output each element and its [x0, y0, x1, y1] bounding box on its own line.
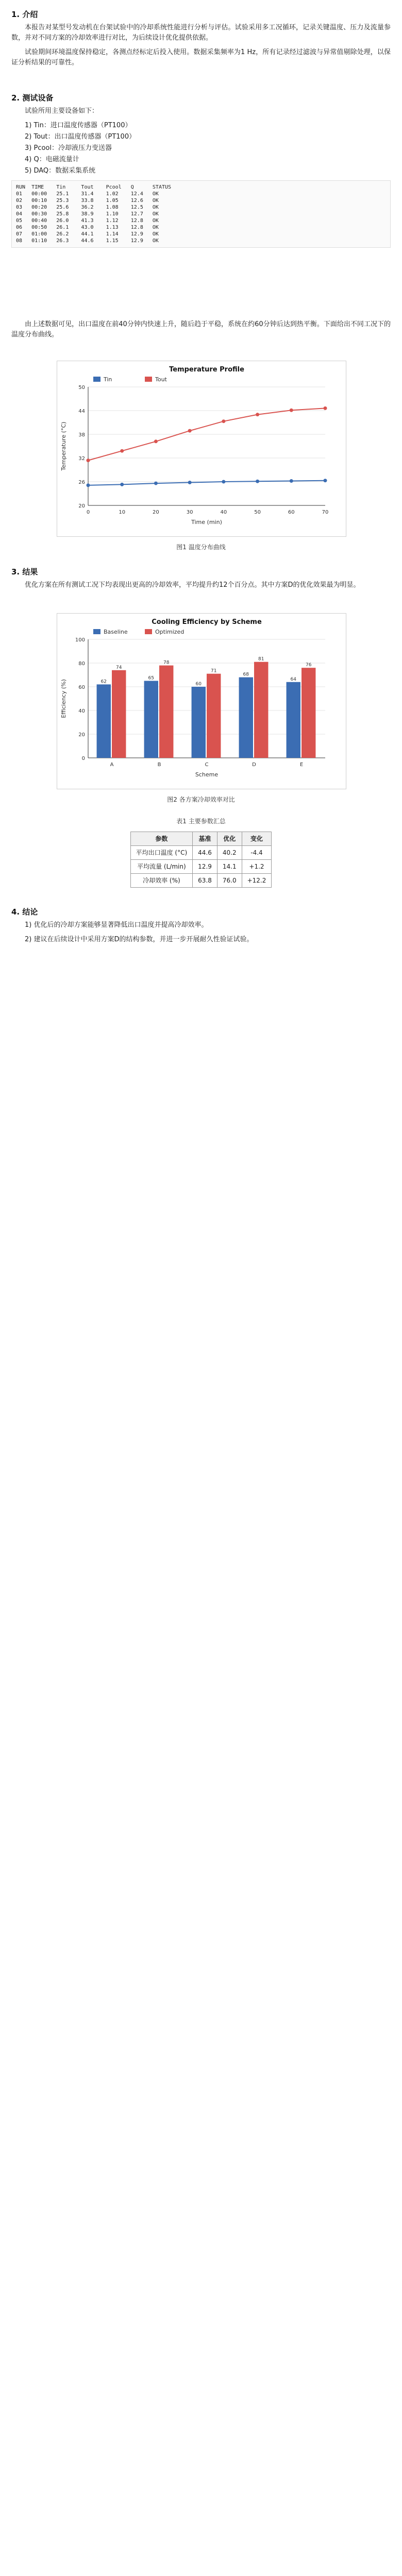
- x-tick-label: D: [252, 762, 256, 768]
- x-axis-label: Scheme: [195, 771, 219, 778]
- chart-title: Temperature Profile: [169, 366, 244, 374]
- intro-section: [11, 9, 391, 72]
- x-tick-label: 40: [220, 510, 227, 515]
- log-block: [11, 180, 391, 248]
- results-section: [11, 567, 391, 595]
- y-tick-label: 38: [78, 432, 85, 438]
- log-line: 01 00:00 25.1 31.4 1.02 12.4 OK: [16, 191, 159, 197]
- summary-table: [130, 832, 272, 888]
- y-tick-label: 40: [78, 708, 85, 714]
- legend-label: Baseline: [104, 629, 128, 635]
- table-header-row: [130, 832, 272, 846]
- bar: [144, 681, 158, 758]
- data-point: [120, 483, 124, 486]
- log-line: 02 00:10 25.3 33.8 1.05 12.6 OK: [16, 198, 159, 204]
- data-point: [87, 459, 90, 462]
- table-header: 基准: [193, 832, 217, 846]
- conclusion-section: [11, 907, 391, 949]
- table-cell: 12.9: [193, 860, 217, 874]
- analysis-section: [11, 319, 391, 344]
- chart-title: Cooling Efficiency by Scheme: [152, 618, 262, 626]
- data-point: [256, 480, 259, 483]
- bar: [97, 684, 111, 758]
- x-tick-label: 20: [153, 510, 159, 515]
- figure-1-caption: 图1 温度分布曲线: [176, 544, 226, 551]
- x-tick-label: A: [110, 762, 114, 768]
- table-row: [130, 860, 272, 874]
- table-cell: 冷却效率 (%): [130, 874, 193, 888]
- data-label: 60: [195, 682, 202, 687]
- equipment-item: 3) Pcool：冷却液压力变送器: [25, 144, 112, 152]
- x-tick-label: 70: [322, 510, 329, 515]
- data-point: [324, 406, 327, 410]
- legend-swatch: [93, 629, 100, 634]
- legend-swatch: [145, 377, 152, 382]
- figure-2: [57, 613, 346, 789]
- data-point: [222, 419, 225, 423]
- y-tick-label: 80: [78, 661, 85, 667]
- equipment-item: 1) Tin：进口温度传感器（PT100）: [25, 122, 132, 129]
- data-point: [222, 480, 225, 484]
- table-cell: 63.8: [193, 874, 217, 888]
- equipment-list: [11, 121, 391, 176]
- x-tick-label: 60: [288, 510, 295, 515]
- y-tick-label: 44: [78, 409, 85, 414]
- table-cell: 76.0: [217, 874, 242, 888]
- data-point: [154, 482, 158, 485]
- data-label: 68: [243, 672, 249, 677]
- y-axis-label: Efficiency (%): [60, 679, 67, 718]
- results-paragraph: 优化方案在所有测试工况下均表现出更高的冷却效率，平均提升约12个百分点。其中方案D的优化效果最为明显。: [25, 581, 360, 589]
- x-tick-label: C: [205, 762, 209, 768]
- x-tick-label: 50: [254, 510, 261, 515]
- table-header: 优化: [217, 832, 242, 846]
- table-cell: 平均流量 (L/min): [130, 860, 193, 874]
- bar: [159, 666, 173, 758]
- data-label: 71: [210, 668, 217, 674]
- data-point: [290, 409, 293, 412]
- table-row: [130, 874, 272, 888]
- bar: [287, 682, 300, 758]
- conclusion-paragraph-1: 1) 优化后的冷却方案能够显著降低出口温度并提高冷却效率。: [25, 921, 208, 929]
- x-tick-label: E: [299, 762, 304, 768]
- data-point: [290, 479, 293, 483]
- figure-2-caption-wrap: [11, 792, 391, 810]
- data-point: [188, 481, 192, 484]
- data-label: 62: [100, 679, 107, 685]
- conclusion-title: 4. 结论: [11, 907, 38, 917]
- log-line: 08 01:10 26.3 44.6 1.15 12.9 OK: [16, 238, 159, 244]
- log-line: RUN TIME Tin Tout Pcool Q STATUS: [16, 184, 172, 190]
- bar-chart: [57, 614, 346, 789]
- equipment-intro: 试验所用主要设备如下：: [25, 107, 99, 115]
- intro-title: 1. 介绍: [11, 10, 38, 19]
- equipment-item: 5) DAQ：数据采集系统: [25, 167, 96, 175]
- figure-1: [57, 361, 346, 537]
- x-tick-label: 10: [119, 510, 126, 515]
- table-cell: 平均出口温度 (°C): [130, 846, 193, 860]
- bar: [112, 670, 126, 758]
- intro-paragraph-1: 本报告对某型号发动机在台架试验中的冷却系统性能进行分析与评估。试验采用多工况循环，记录关键温度、压力及流量参数，并对不同方案的冷却效率进行对比，为后续设计优化提供依据。: [11, 24, 391, 42]
- y-axis-label: Temperature (°C): [60, 421, 67, 471]
- y-tick-label: 32: [78, 456, 85, 462]
- figure-1-caption-wrap: [11, 540, 391, 557]
- log-line: 05 00:40 26.0 41.3 1.12 12.8 OK: [16, 218, 159, 224]
- x-axis-label: Time (min): [191, 519, 222, 526]
- table-caption: 表1 主要参数汇总: [176, 818, 226, 825]
- table-cell: +12.2: [242, 874, 272, 888]
- y-tick-label: 0: [81, 756, 85, 761]
- analysis-paragraph: 由上述数据可见，出口温度在前40分钟内快速上升，随后趋于平稳，系统在约60分钟后达到热平衡。下面给出不同工况下的温度分布曲线。: [11, 320, 391, 338]
- legend-swatch: [145, 629, 152, 634]
- line-chart: [57, 361, 346, 536]
- bar: [301, 668, 315, 758]
- table-cell: 40.2: [217, 846, 242, 860]
- log-line: 07 01:00 26.2 44.1 1.14 12.9 OK: [16, 231, 159, 237]
- equipment-title: 2. 测试设备: [11, 93, 54, 103]
- x-tick-label: B: [157, 762, 161, 768]
- data-label: 81: [258, 656, 264, 662]
- data-point: [154, 439, 158, 443]
- figure-2-caption: 图2 各方案冷却效率对比: [167, 796, 235, 803]
- data-point: [120, 449, 124, 453]
- data-point: [188, 429, 192, 433]
- legend-label: Optimized: [155, 629, 185, 635]
- conclusion-paragraph-2: 2) 建议在后续设计中采用方案D的结构参数，并进一步开展耐久性验证试验。: [25, 936, 254, 943]
- legend-swatch: [93, 377, 100, 382]
- data-label: 78: [163, 660, 170, 666]
- data-label: 65: [148, 675, 155, 681]
- y-tick-label: 26: [78, 480, 85, 485]
- table-cell: 44.6: [193, 846, 217, 860]
- legend-label: Tin: [104, 376, 112, 383]
- equipment-item: 2) Tout：出口温度传感器（PT100）: [25, 133, 136, 141]
- table-header: 变化: [242, 832, 272, 846]
- x-tick-label: 30: [186, 510, 193, 515]
- table-row: [130, 846, 272, 860]
- bar: [239, 677, 253, 758]
- data-label: 76: [305, 663, 312, 668]
- intro-paragraph-2: 试验期间环境温度保持稳定，各测点经标定后投入使用。数据采集频率为1 Hz，所有记录经过滤波与异常值剔除处理，以保证分析结果的可靠性。: [11, 48, 391, 66]
- y-tick-label: 100: [75, 637, 85, 643]
- legend-label: Tout: [155, 376, 167, 383]
- data-point: [256, 413, 259, 416]
- log-line: 04 00:30 25.8 38.9 1.10 12.7 OK: [16, 211, 159, 217]
- table-cell: +1.2: [242, 860, 272, 874]
- table-section: [11, 814, 391, 891]
- bar: [207, 674, 221, 758]
- log-line: 06 00:50 26.1 43.0 1.13 12.8 OK: [16, 225, 159, 230]
- data-point: [324, 479, 327, 482]
- table-cell: -4.4: [242, 846, 272, 860]
- equipment-item: 4) Q：电磁流量计: [25, 156, 79, 163]
- y-tick-label: 60: [78, 685, 85, 690]
- bar: [254, 662, 268, 758]
- data-point: [87, 483, 90, 487]
- equipment-section: [11, 93, 391, 253]
- data-label: 64: [290, 676, 297, 682]
- bar: [192, 687, 206, 758]
- y-tick-label: 20: [78, 503, 85, 509]
- data-label: 74: [115, 665, 122, 670]
- x-tick-label: 0: [86, 510, 90, 515]
- y-tick-label: 20: [78, 732, 85, 738]
- table-cell: 14.1: [217, 860, 242, 874]
- results-title: 3. 结果: [11, 567, 38, 577]
- log-line: 03 00:20 25.6 36.2 1.08 12.5 OK: [16, 205, 159, 210]
- y-tick-label: 50: [78, 385, 85, 391]
- table-header: 参数: [130, 832, 193, 846]
